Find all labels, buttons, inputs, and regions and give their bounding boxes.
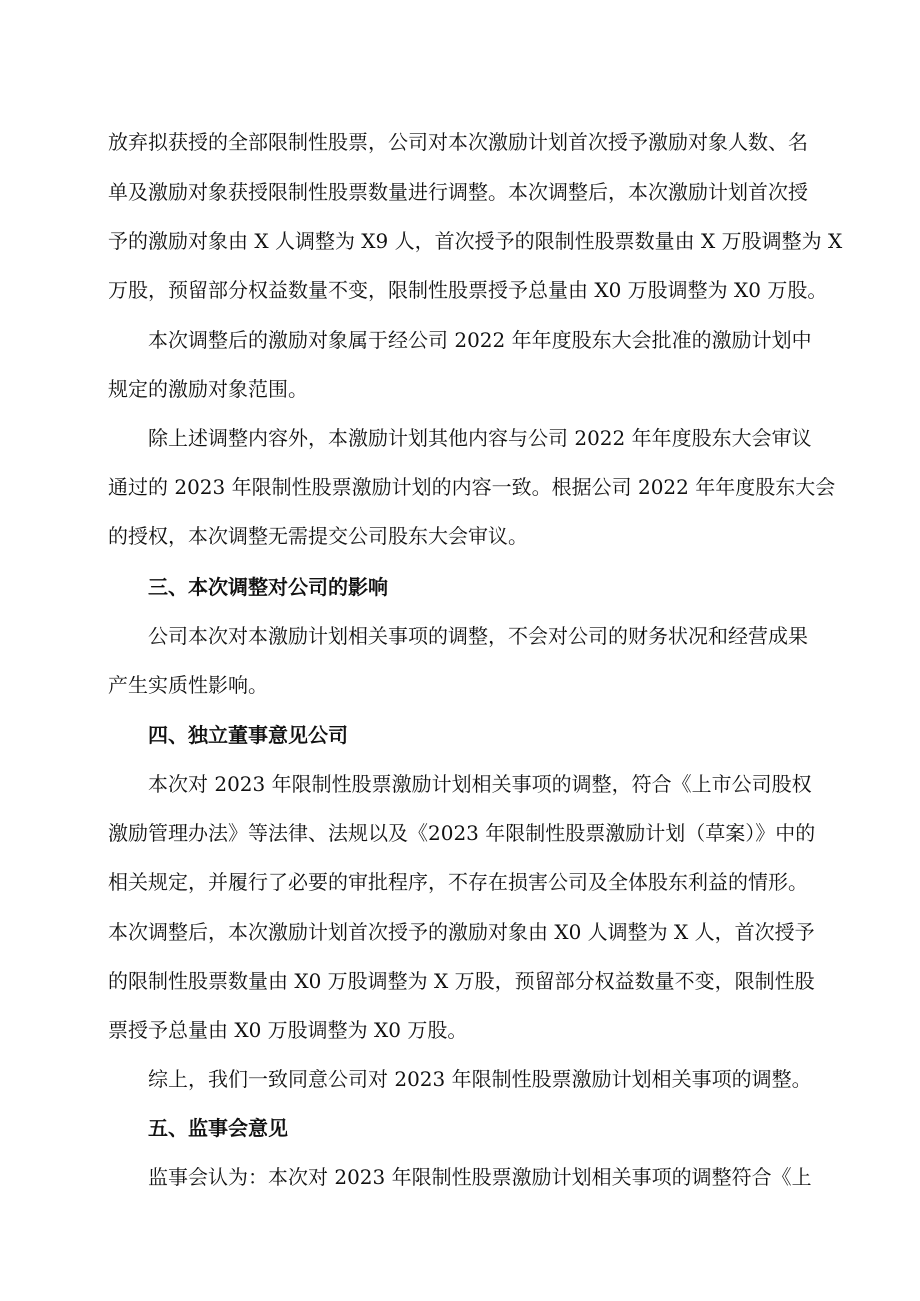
paragraph-line: 监事会认为：本次对 2023 年限制性股票激励计划相关事项的调整符合《上 [148, 1165, 812, 1189]
paragraph-line: 规定的激励对象范围。 [108, 377, 308, 401]
paragraph-line: 通过的 2023 年限制性股票激励计划的内容一致。根据公司 2022 年年度股东大会 [108, 475, 836, 499]
section-heading: 五、监事会意见 [148, 1116, 288, 1140]
paragraph-line: 综上，我们一致同意公司对 2023 年限制性股票激励计划相关事项的调整。 [148, 1067, 812, 1091]
paragraph-line: 除上述调整内容外，本激励计划其他内容与公司 2022 年年度股东大会审议 [148, 426, 812, 450]
paragraph-line: 产生实质性影响。 [108, 673, 268, 697]
paragraph-line: 本次对 2023 年限制性股票激励计划相关事项的调整，符合《上市公司股权 [148, 772, 812, 796]
paragraph-line: 的限制性股票数量由 X0 万股调整为 X 万股，预留部分权益数量不变，限制性股 [108, 969, 815, 993]
paragraph-line: 放弃拟获授的全部限制性股票，公司对本次激励计划首次授予激励对象人数、名 [108, 130, 808, 154]
paragraph-line: 的授权，本次调整无需提交公司股东大会审议。 [108, 524, 528, 548]
paragraph-line: 本次调整后，本次激励计划首次授予的激励对象由 X0 人调整为 X 人，首次授予 [108, 920, 815, 944]
paragraph-line: 万股，预留部分权益数量不变，限制性股票授予总量由 X0 万股调整为 X0 万股。 [108, 278, 828, 302]
paragraph-line: 票授予总量由 X0 万股调整为 X0 万股。 [108, 1018, 468, 1042]
section-heading: 四、独立董事意见公司 [148, 723, 348, 747]
paragraph-line: 本次调整后的激励对象属于经公司 2022 年年度股东大会批准的激励计划中 [148, 328, 812, 352]
section-heading: 三、本次调整对公司的影响 [148, 575, 388, 599]
paragraph-line: 公司本次对本激励计划相关事项的调整，不会对公司的财务状况和经营成果 [148, 624, 808, 648]
paragraph-line: 激励管理办法》等法律、法规以及《2023 年限制性股票激励计划（草案）》中的 [108, 821, 816, 845]
paragraph-line: 单及激励对象获授限制性股票数量进行调整。本次调整后，本次激励计划首次授 [108, 180, 808, 204]
paragraph-line: 予的激励对象由 X 人调整为 X9 人，首次授予的限制性股票数量由 X 万股调整为 X [108, 229, 843, 253]
paragraph-line: 相关规定，并履行了必要的审批程序，不存在损害公司及全体股东利益的情形。 [108, 870, 808, 894]
